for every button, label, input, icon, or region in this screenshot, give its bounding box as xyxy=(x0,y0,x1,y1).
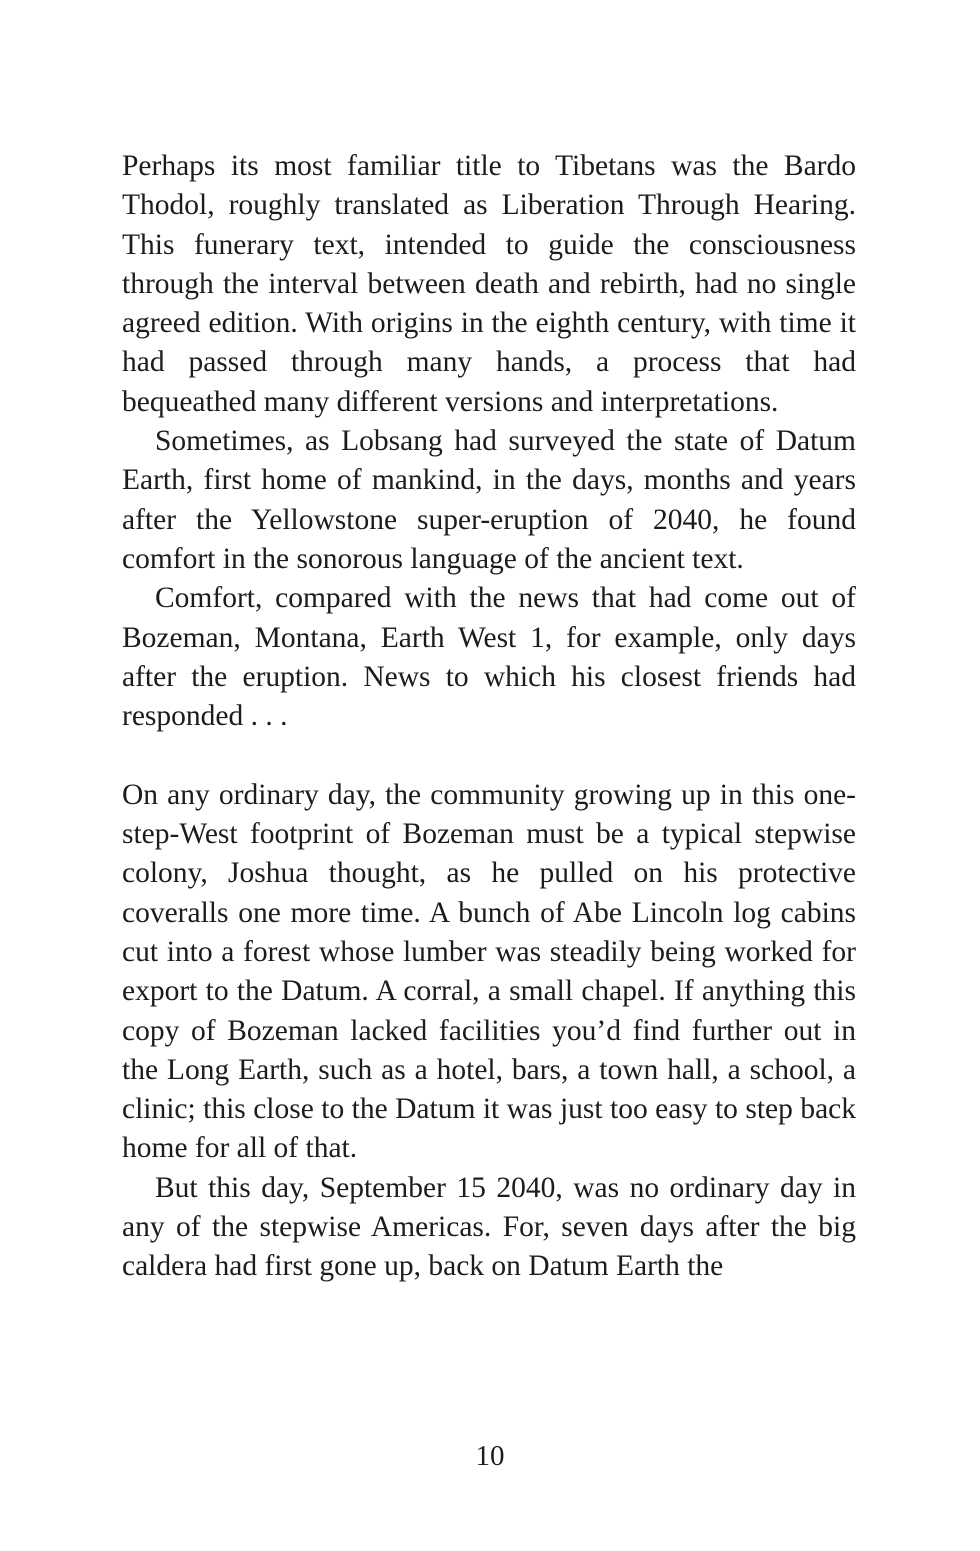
page-number: 10 xyxy=(475,1440,505,1472)
paragraph-bozeman: On any ordinary day, the community growing up in this one-step-West footprint of Bozeman must be a typical stepwise colony, Joshua thought, as he pulled on his protective coveralls one more time. A bunch of Abe Lincoln log cabins cut into a forest whose lumber was steadily being worked for export to the Datum. A corral, a small chapel. If anything this copy of Bozeman lacked facilities you’d find further out in the Long Earth, such as a hotel, bars, a town hall, a school, a clinic; this close to the Datum it was just too easy to step back home for all of that. xyxy=(122,778,856,1165)
paragraph-bardo-thodol: Perhaps its most familiar title to Tibetans was the Bardo Thodol, roughly translated as Liberation Through Hearing. This funerary text, intended to guide the consciousness through the interval between death and rebirth, had no single agreed edition. With origins in the eighth century, with time it had passed through many hands, a process that had bequeathed many different versions and interpretations. xyxy=(122,150,856,418)
paragraph-lobsang: Sometimes, as Lobsang had surveyed the state of Datum Earth, first home of mankind, in the days, months and years after the Yellowstone super-eruption of 2040, he found comfort in the sonorous language of the ancient text. xyxy=(122,425,856,575)
paragraph-comfort: Comfort, compared with the news that had come out of Bozeman, Montana, Earth West 1, for example, only days after the eruption. News to which his closest friends had responded . . . xyxy=(122,582,856,733)
paragraph-september: But this day, September 15 2040, was no ordinary day in any of the stepwise Americas. For, seven days after the big caldera had first gone up, back on Datum Earth the xyxy=(122,1171,856,1283)
body-text xyxy=(122,147,856,1287)
